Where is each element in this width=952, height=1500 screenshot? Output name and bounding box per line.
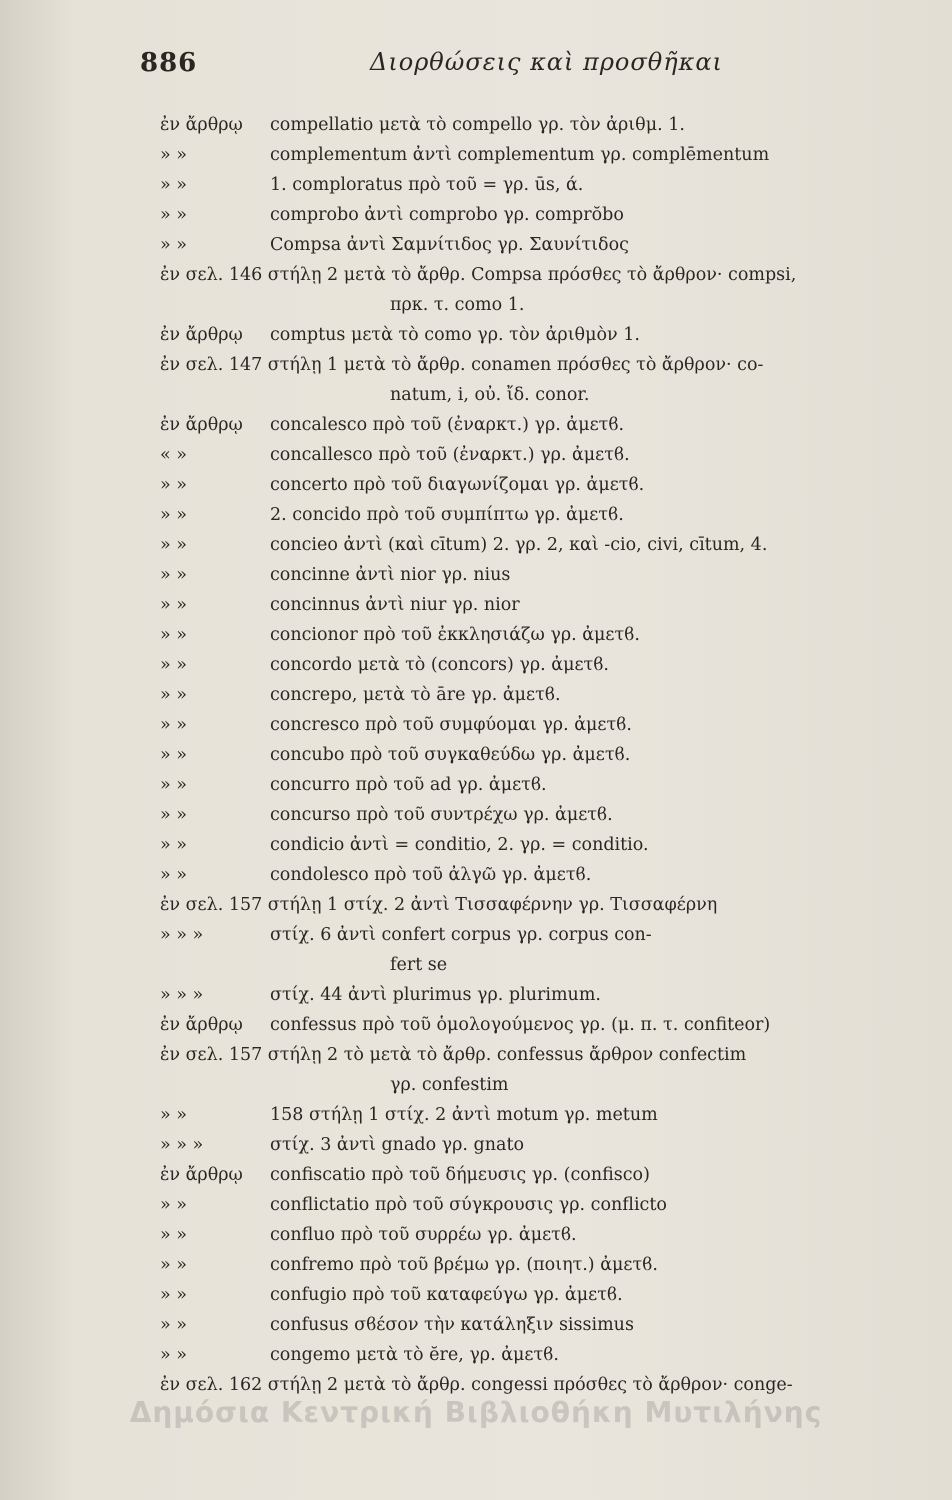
- errata-entry: [160, 1280, 920, 1310]
- entry-location: » »: [160, 775, 187, 795]
- entry-text: στίχ. 6 ἀντὶ confert corpus γρ. corpus con-: [270, 925, 652, 945]
- errata-entry: [160, 170, 920, 200]
- entry-location: » »: [160, 865, 187, 885]
- errata-entry: [160, 890, 920, 920]
- entry-location: » »: [160, 1315, 187, 1335]
- entry-text: fert se: [390, 955, 448, 975]
- entry-location: » »: [160, 805, 187, 825]
- entry-text: concordo μετὰ τὸ (concors) γρ. ἀμετϐ.: [270, 655, 609, 675]
- errata-entry: [160, 1100, 920, 1130]
- entry-text: 1. comploratus πρὸ τοῦ = γρ. ūs, ά.: [270, 175, 584, 195]
- entry-location: » »: [160, 1255, 187, 1275]
- entry-location: » »: [160, 595, 187, 615]
- entry-text: condolesco πρὸ τοῦ ἀλγῶ γρ. ἀμετϐ.: [270, 865, 592, 885]
- entry-text: concresco πρὸ τοῦ συμφύομαι γρ. ἀμετϐ.: [270, 715, 632, 735]
- entry-text: concurso πρὸ τοῦ συντρέχω γρ. ἀμετϐ.: [270, 805, 613, 825]
- errata-list: [160, 110, 920, 1400]
- entry-text: confugio πρὸ τοῦ καταφεύγω γρ. ἀμετϐ.: [270, 1285, 623, 1305]
- errata-entry: [160, 230, 920, 260]
- errata-entry: [160, 920, 920, 950]
- errata-entry: [160, 680, 920, 710]
- errata-entry: [160, 470, 920, 500]
- entry-location: » »: [160, 625, 187, 645]
- errata-entry: [160, 260, 920, 290]
- entry-location: » »: [160, 835, 187, 855]
- entry-text: γρ. confestim: [390, 1075, 509, 1095]
- entry-text: concubo πρὸ τοῦ συγκαθεύδω γρ. ἀμετϐ.: [270, 745, 631, 765]
- errata-entry: [160, 1220, 920, 1250]
- entry-text: 158 στήλῃ 1 στίχ. 2 ἀντὶ motum γρ. metum: [270, 1105, 658, 1125]
- entry-text: compellatio μετὰ τὸ compello γρ. τὸν ἀριθμ. 1.: [270, 115, 685, 135]
- entry-location: » »: [160, 1345, 187, 1365]
- entry-location: » »: [160, 145, 187, 165]
- entry-text: comprobo ἀντὶ comprobo γρ. comprŏbo: [270, 205, 624, 225]
- entry-text: concurro πρὸ τοῦ ad γρ. ἀμετϐ.: [270, 775, 547, 795]
- entry-text: στίχ. 3 ἀντὶ gnado γρ. gnato: [270, 1135, 525, 1155]
- errata-entry: [160, 710, 920, 740]
- entry-text: concalesco πρὸ τοῦ (ἐναρκτ.) γρ. ἀμετϐ.: [270, 415, 625, 435]
- entry-location: » »: [160, 535, 187, 555]
- entry-location: » »: [160, 205, 187, 225]
- errata-entry: [160, 200, 920, 230]
- entry-location: » »: [160, 1225, 187, 1245]
- errata-entry: [160, 1310, 920, 1340]
- entry-text: confluo πρὸ τοῦ συρρέω γρ. ἀμετϐ.: [270, 1225, 577, 1245]
- library-watermark: Δημόσια Κεντρική Βιβλιοθήκη Μυτιλήνης: [129, 1396, 823, 1429]
- errata-entry: [160, 620, 920, 650]
- entry-location: ἐν ἄρθρῳ: [160, 1165, 243, 1185]
- entry-location: ἐν ἄρθρῳ: [160, 415, 243, 435]
- entry-text: conflictatio πρὸ τοῦ σύγκρουσις γρ. conflicto: [270, 1195, 667, 1215]
- errata-entry: [160, 1190, 920, 1220]
- errata-entry: [160, 1160, 920, 1190]
- errata-entry: [160, 770, 920, 800]
- errata-entry: [160, 980, 920, 1010]
- errata-entry: [160, 350, 920, 380]
- entry-location: » »: [160, 715, 187, 735]
- errata-entry: [160, 320, 920, 350]
- entry-text: complementum ἀντὶ complementum γρ. complēmentum: [270, 145, 770, 165]
- entry-location: » » »: [160, 925, 204, 945]
- entry-text: congemo μετὰ τὸ ĕre, γρ. ἀμετϐ.: [270, 1345, 559, 1365]
- errata-entry: [160, 500, 920, 530]
- entry-text: concallesco πρὸ τοῦ (ἐναρκτ.) γρ. ἀμετϐ.: [270, 445, 630, 465]
- errata-entry: [160, 560, 920, 590]
- entry-location: » »: [160, 175, 187, 195]
- entry-text: πρκ. τ. como 1.: [390, 295, 525, 315]
- entry-location: ἐν ἄρθρῳ: [160, 115, 243, 135]
- errata-entry: [160, 1340, 920, 1370]
- entry-text: natum, i, οὐ. ἴδ. conor.: [390, 385, 590, 405]
- entry-text: comptus μετὰ τὸ como γρ. τὸν ἀριθμὸν 1.: [270, 325, 640, 345]
- errata-entry: [160, 1250, 920, 1280]
- entry-text: ἐν σελ. 162 στήλῃ 2 μετὰ τὸ ἄρθρ. congessi πρόσθες τὸ ἄρθρον· conge-: [160, 1375, 793, 1395]
- page-header: [0, 48, 952, 88]
- entry-continuation: [160, 380, 920, 410]
- errata-entry: [160, 1010, 920, 1040]
- errata-entry: [160, 830, 920, 860]
- entry-text: confremo πρὸ τοῦ βρέμω γρ. (ποιητ.) ἀμετϐ.: [270, 1255, 658, 1275]
- entry-location: » »: [160, 1105, 187, 1125]
- entry-text: confessus πρὸ τοῦ ὁμολογούμενος γρ. (μ. π. τ. confiteor): [270, 1015, 771, 1035]
- entry-location: « »: [160, 445, 187, 465]
- entry-continuation: [160, 290, 920, 320]
- entry-text: concinnus ἀντὶ niur γρ. nior: [270, 595, 520, 615]
- entry-location: » » »: [160, 1135, 204, 1155]
- entry-text: ἐν σελ. 146 στήλῃ 2 μετὰ τὸ ἄρθρ. Compsa πρόσθες τὸ ἄρθρον· compsi,: [160, 265, 797, 285]
- errata-entry: [160, 1130, 920, 1160]
- entry-text: στίχ. 44 ἀντὶ plurimus γρ. plurimum.: [270, 985, 601, 1005]
- entry-text: ἐν σελ. 147 στήλῃ 1 μετὰ τὸ ἄρθρ. conamen πρόσθες τὸ ἄρθρον· co-: [160, 355, 764, 375]
- entry-location: » »: [160, 685, 187, 705]
- entry-location: » »: [160, 745, 187, 765]
- entry-text: concrepo, μετὰ τὸ āre γρ. ἀμετϐ.: [270, 685, 561, 705]
- entry-text: Compsa ἀντὶ Σαμνίτιδος γρ. Σαυνίτιδος: [270, 235, 629, 255]
- running-title: Διορθώσεις καὶ προσθῆκαι: [370, 48, 723, 76]
- entry-text: ἐν σελ. 157 στήλῃ 2 τὸ μετὰ τὸ ἄρθρ. confessus ἄρθρον confectim: [160, 1045, 747, 1065]
- page-number: 886: [140, 48, 198, 78]
- errata-entry: [160, 110, 920, 140]
- entry-location: » »: [160, 475, 187, 495]
- entry-continuation: [160, 950, 920, 980]
- entry-location: » »: [160, 1195, 187, 1215]
- errata-entry: [160, 410, 920, 440]
- errata-entry: [160, 740, 920, 770]
- entry-location: » » »: [160, 985, 204, 1005]
- entry-location: » »: [160, 565, 187, 585]
- entry-location: » »: [160, 1285, 187, 1305]
- entry-continuation: [160, 1070, 920, 1100]
- errata-entry: [160, 1040, 920, 1070]
- errata-entry: [160, 860, 920, 890]
- entry-text: concionor πρὸ τοῦ ἐκκλησιάζω γρ. ἀμετϐ.: [270, 625, 640, 645]
- errata-entry: [160, 590, 920, 620]
- errata-entry: [160, 440, 920, 470]
- entry-location: » »: [160, 235, 187, 255]
- entry-location: » »: [160, 505, 187, 525]
- entry-location: » »: [160, 655, 187, 675]
- errata-entry: [160, 140, 920, 170]
- errata-entry: [160, 800, 920, 830]
- entry-text: confiscatio πρὸ τοῦ δήμευσις γρ. (confisco): [270, 1165, 650, 1185]
- entry-text: concinne ἀντὶ nior γρ. nius: [270, 565, 511, 585]
- errata-entry: [160, 650, 920, 680]
- entry-location: ἐν ἄρθρῳ: [160, 1015, 243, 1035]
- entry-text: concieo ἀντὶ (καὶ cītum) 2. γρ. 2, καὶ -cio, civi, cītum, 4.: [270, 535, 768, 555]
- errata-entry: [160, 530, 920, 560]
- entry-text: condicio ἀντὶ = conditio, 2. γρ. = conditio.: [270, 835, 649, 855]
- entry-text: 2. concido πρὸ τοῦ συμπίπτω γρ. ἀμετϐ.: [270, 505, 624, 525]
- entry-location: ἐν ἄρθρῳ: [160, 325, 243, 345]
- entry-text: ἐν σελ. 157 στήλῃ 1 στίχ. 2 ἀντὶ Τισσαφέρνην γρ. Τισσαφέρνη: [160, 895, 718, 915]
- entry-text: confusus σϐέσον τὴν κατάληξιν sissimus: [270, 1315, 634, 1335]
- entry-text: concerto πρὸ τοῦ διαγωνίζομαι γρ. ἀμετϐ.: [270, 475, 645, 495]
